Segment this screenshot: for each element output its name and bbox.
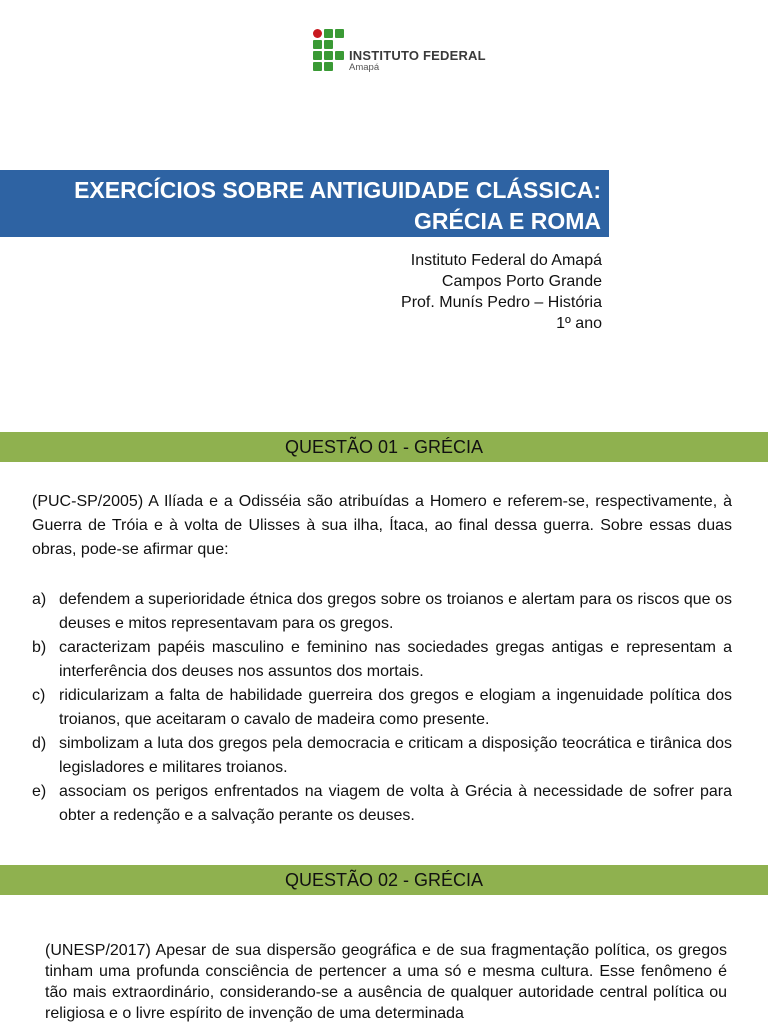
option-b xyxy=(32,636,732,684)
option-text: defendem a superioridade étnica dos gregos sobre os troianos e alertam para os riscos que os deuses e mitos representavam para os gregos. xyxy=(59,591,732,632)
option-letter: b) xyxy=(32,639,47,656)
title-line-2: GRÉCIA E ROMA xyxy=(414,208,601,234)
option-d xyxy=(32,732,732,780)
option-letter: d) xyxy=(32,735,47,752)
title-banner xyxy=(0,170,609,237)
course-info xyxy=(401,250,602,334)
campus-name: Campos Porto Grande xyxy=(441,273,602,290)
option-text: associam os perigos enfrentados na viagem de volta à Grécia à necessidade de sofrer para obter a redenção e a salvação perante os deuses. xyxy=(59,783,732,824)
question-2-heading: QUESTÃO 02 - GRÉCIA xyxy=(0,865,768,895)
logo-subtitle: Amapá xyxy=(349,62,380,73)
option-letter: c) xyxy=(32,687,46,704)
option-letter: a) xyxy=(32,591,47,608)
question-1-statement: (PUC-SP/2005) A Ilíada e a Odisséia são atribuídas a Homero e referem-se, respectivamente, à Guerra de Tróia e à volta de Ulisses à sua ilha, Ítaca, ao final dessa guerra. Sobre essas duas obras, pode-se afirmar que: xyxy=(32,493,732,558)
question-2-statement: (UNESP/2017) Apesar de sua dispersão geográfica e de sua fragmentação política, os gregos tinham uma profunda consciência de pertencer a uma só e mesma cultura. Esse fenômeno é tão mais extraordinário, considerando-se a ausência de qualquer autoridade central política ou religiosa e o livre espírito de invenção de uma determinada xyxy=(45,942,727,1022)
question-1-options xyxy=(32,588,732,828)
logo-title: INSTITUTO FEDERAL xyxy=(349,48,486,63)
institute-logo xyxy=(313,29,486,73)
grade-level: 1º ano xyxy=(556,315,602,332)
question-1-heading: QUESTÃO 01 - GRÉCIA xyxy=(0,432,768,462)
option-e xyxy=(32,780,732,828)
institution-name: Instituto Federal do Amapá xyxy=(410,252,602,269)
logo-mark-icon xyxy=(313,29,345,72)
professor-name: Prof. Munís Pedro – História xyxy=(401,294,602,311)
option-text: simbolizam a luta dos gregos pela democracia e criticam a disposição teocrática e tirânica dos legisladores e militares troianos. xyxy=(59,735,732,776)
option-text: ridicularizam a falta de habilidade guerreira dos gregos e elogiam a ingenuidade política dos troianos, que aceitaram o cavalo de madeira como presente. xyxy=(59,687,732,728)
option-text: caracterizam papéis masculino e feminino nas sociedades gregas antigas e representam a interferência dos deuses nos assuntos dos mortais. xyxy=(59,639,732,680)
option-letter: e) xyxy=(32,783,47,800)
title-line-1: EXERCÍCIOS SOBRE ANTIGUIDADE CLÁSSICA: xyxy=(74,177,601,203)
option-a xyxy=(32,588,732,636)
option-c xyxy=(32,684,732,732)
